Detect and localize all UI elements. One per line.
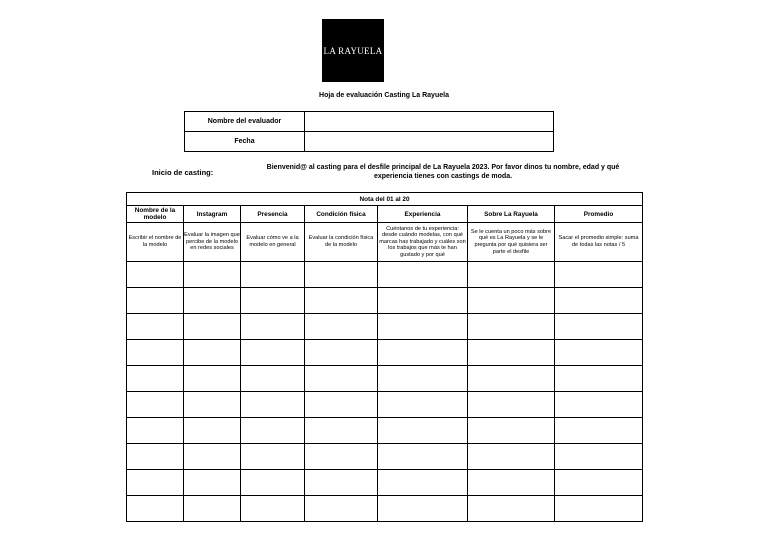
entry-cell[interactable] — [378, 340, 468, 366]
desc-instagram: Evaluar la imagen que percibe de la modelo en redes sociales — [184, 223, 241, 262]
entry-cell[interactable] — [241, 366, 305, 392]
score-range-banner: Nota del 01 al 20 — [127, 193, 643, 206]
entry-row — [127, 418, 643, 444]
entry-cell[interactable] — [555, 496, 643, 522]
date-row — [185, 132, 554, 152]
entry-cell[interactable] — [241, 340, 305, 366]
entry-cell[interactable] — [127, 444, 184, 470]
col-header-instagram: Instagram — [184, 206, 241, 223]
entry-cell[interactable] — [127, 470, 184, 496]
entry-cell[interactable] — [184, 366, 241, 392]
entry-cell[interactable] — [468, 392, 555, 418]
entry-cell[interactable] — [555, 470, 643, 496]
entry-cell[interactable] — [378, 314, 468, 340]
col-header-nombre: Nombre de la modelo — [127, 206, 184, 223]
entry-cell[interactable] — [184, 418, 241, 444]
entry-row — [127, 366, 643, 392]
evaluator-name-field[interactable] — [305, 112, 554, 132]
entry-cell[interactable] — [555, 288, 643, 314]
brand-logo — [322, 19, 384, 82]
entry-cell[interactable] — [127, 288, 184, 314]
entry-cell[interactable] — [127, 496, 184, 522]
entry-cell[interactable] — [305, 392, 378, 418]
entry-row — [127, 444, 643, 470]
desc-promedio: Sacar el promedio simple: suma de todas las notas / 5 — [555, 223, 643, 262]
entry-cell[interactable] — [305, 288, 378, 314]
welcome-text: Bienvenid@ al casting para el desfile principal de La Rayuela 2023. Por favor dinos tu nombre, edad y qué experiencia tienes con castings de moda. — [266, 164, 620, 180]
entry-cell[interactable] — [468, 314, 555, 340]
evaluation-table — [126, 192, 643, 522]
entry-cell[interactable] — [468, 340, 555, 366]
entry-cell[interactable] — [555, 392, 643, 418]
entry-cell[interactable] — [184, 314, 241, 340]
date-label: Fecha — [185, 132, 305, 152]
evaluator-table — [184, 111, 554, 152]
entry-row — [127, 314, 643, 340]
entry-cell[interactable] — [378, 470, 468, 496]
desc-presencia: Evaluar cómo ve a la modelo en general — [241, 223, 305, 262]
entry-row — [127, 496, 643, 522]
entry-cell[interactable] — [127, 340, 184, 366]
entry-cell[interactable] — [378, 418, 468, 444]
entry-cell[interactable] — [241, 496, 305, 522]
entry-cell[interactable] — [378, 392, 468, 418]
entry-cell[interactable] — [127, 314, 184, 340]
entry-cell[interactable] — [184, 392, 241, 418]
entry-cell[interactable] — [241, 470, 305, 496]
entry-cell[interactable] — [241, 262, 305, 288]
entry-cell[interactable] — [555, 262, 643, 288]
entry-cell[interactable] — [468, 262, 555, 288]
date-field[interactable] — [305, 132, 554, 152]
entry-cell[interactable] — [241, 418, 305, 444]
entry-cell[interactable] — [305, 366, 378, 392]
entry-cell[interactable] — [184, 444, 241, 470]
entry-cell[interactable] — [241, 392, 305, 418]
entry-cell[interactable] — [127, 392, 184, 418]
col-header-sobre: Sobre La Rayuela — [468, 206, 555, 223]
entry-cell[interactable] — [468, 366, 555, 392]
entry-cell[interactable] — [184, 470, 241, 496]
entry-cell[interactable] — [305, 470, 378, 496]
entry-cell[interactable] — [184, 496, 241, 522]
entry-cell[interactable] — [305, 496, 378, 522]
entry-cell[interactable] — [378, 366, 468, 392]
col-header-presencia: Presencia — [241, 206, 305, 223]
entry-cell[interactable] — [555, 366, 643, 392]
entry-cell[interactable] — [127, 366, 184, 392]
entry-cell[interactable] — [241, 444, 305, 470]
entry-cell[interactable] — [241, 314, 305, 340]
entry-cell[interactable] — [378, 262, 468, 288]
entry-cell[interactable] — [241, 288, 305, 314]
entry-cell[interactable] — [468, 418, 555, 444]
entry-cell[interactable] — [555, 314, 643, 340]
entry-cell[interactable] — [305, 314, 378, 340]
entry-cell[interactable] — [127, 262, 184, 288]
entry-cell[interactable] — [378, 496, 468, 522]
casting-start-label: Inicio de casting: — [152, 168, 214, 177]
entry-cell[interactable] — [468, 288, 555, 314]
entry-cell[interactable] — [378, 444, 468, 470]
entry-cell[interactable] — [184, 340, 241, 366]
entry-cell[interactable] — [184, 262, 241, 288]
entry-cell[interactable] — [184, 288, 241, 314]
entry-cell[interactable] — [305, 340, 378, 366]
banner-row — [127, 193, 643, 206]
desc-experiencia: Cuéntanos de tu experiencia: desde cuándo modelas, con qué marcas has trabajado y cuáles son los trabajos que más te han gustado y por qué — [378, 223, 468, 262]
entry-cell[interactable] — [555, 418, 643, 444]
entry-cell[interactable] — [555, 340, 643, 366]
entry-row — [127, 262, 643, 288]
col-header-experiencia: Experiencia — [378, 206, 468, 223]
entry-row — [127, 288, 643, 314]
entry-cell[interactable] — [468, 470, 555, 496]
desc-nombre: Escribir el nombre de la modelo — [127, 223, 184, 262]
description-row — [127, 223, 643, 262]
entry-row — [127, 340, 643, 366]
entry-cell[interactable] — [127, 418, 184, 444]
desc-sobre: Se le cuenta un poco más sobre qué es La Rayuela y se le pregunta por qué quisiera ser parte el desfile — [468, 223, 555, 262]
evaluator-name-label: Nombre del evaluador — [185, 112, 305, 132]
evaluator-name-row — [185, 112, 554, 132]
col-header-condicion: Condición física — [305, 206, 378, 223]
blank-rows — [127, 262, 643, 522]
entry-cell[interactable] — [305, 444, 378, 470]
entry-cell[interactable] — [378, 288, 468, 314]
entry-row — [127, 392, 643, 418]
desc-condicion: Evaluar la condición física de la modelo — [305, 223, 378, 262]
logo-text: LA RAYUELA — [323, 45, 383, 56]
entry-cell[interactable] — [468, 496, 555, 522]
document-title: Hoja de evaluación Casting La Rayuela — [319, 92, 449, 99]
entry-cell[interactable] — [305, 418, 378, 444]
col-header-promedio: Promedio — [555, 206, 643, 223]
entry-cell[interactable] — [555, 444, 643, 470]
entry-row — [127, 470, 643, 496]
entry-cell[interactable] — [468, 444, 555, 470]
column-header-row — [127, 206, 643, 223]
entry-cell[interactable] — [305, 262, 378, 288]
